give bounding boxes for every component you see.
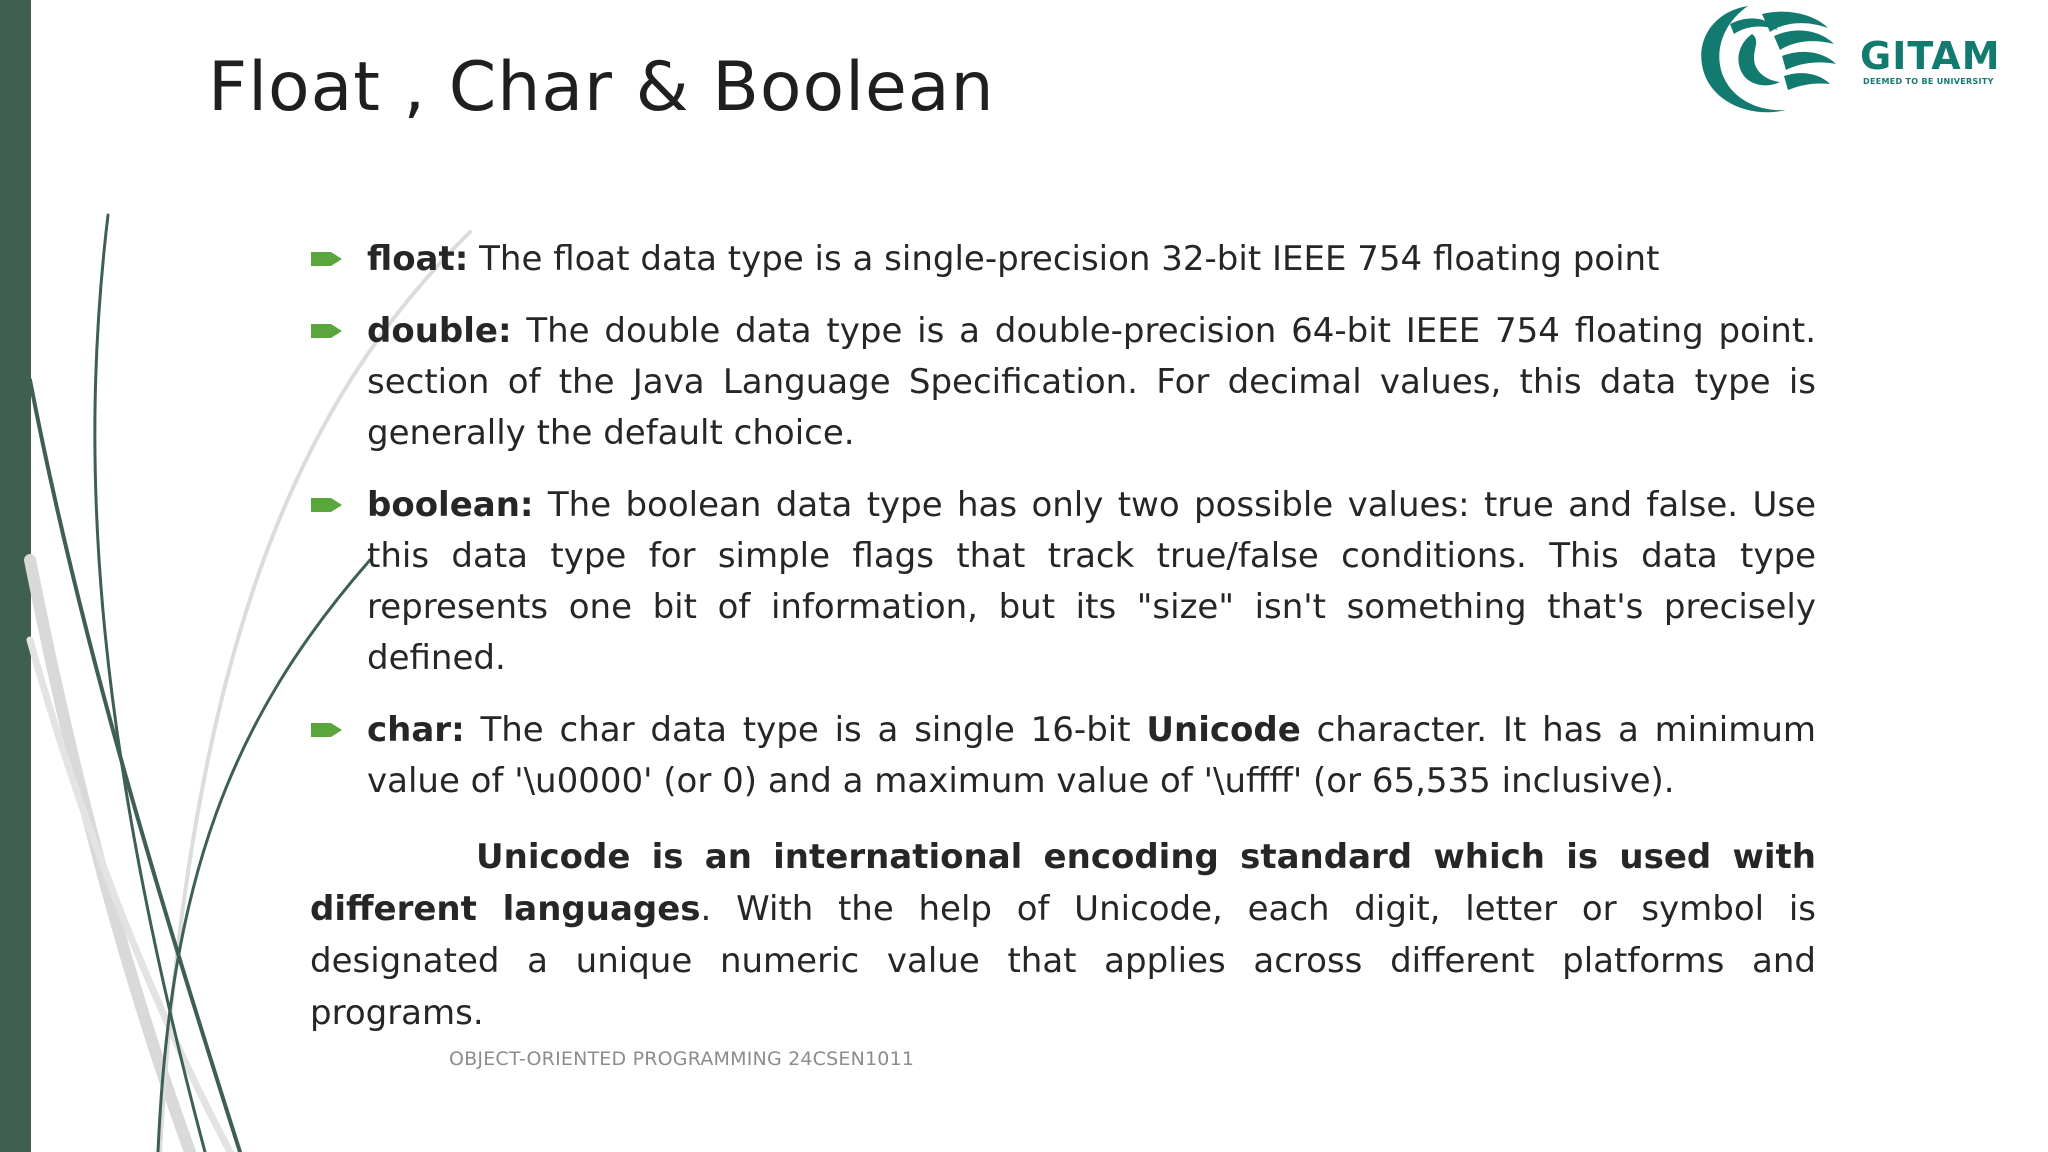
gitam-emblem-icon — [1690, 0, 1840, 122]
logo-tagline: DEEMED TO BE UNIVERSITY — [1863, 77, 1994, 86]
unicode-note — [310, 831, 1816, 1039]
green-arrow-bullet-icon — [311, 497, 343, 513]
bullet-double — [310, 306, 1816, 459]
bullet-term: boolean: — [367, 485, 534, 525]
green-arrow-bullet-icon — [311, 251, 343, 267]
unicode-note-bold: Unicode is an international encoding standard which is used with different languages — [310, 837, 1816, 929]
bullet-text: The double data type is a double-precision 64-bit IEEE 754 floating point. section of the Java Language Specification. For decimal values, this data type is generally the default choice. — [367, 311, 1816, 453]
logo-wordmark: GITAM — [1860, 34, 2001, 78]
unicode-note-text: . With the help of Unicode, each digit, letter or symbol is designated a unique numeric value that applies across different platforms and programs. — [310, 889, 1816, 1033]
bullet-char — [310, 705, 1816, 807]
bullet-term: double: — [367, 311, 512, 351]
slide-title: Float , Char & Boolean — [208, 48, 995, 127]
bullet-float — [310, 234, 1816, 285]
bullet-text: The char data type is a single 16-bit — [464, 710, 1147, 750]
unicode-emphasis: Unicode — [1146, 710, 1301, 750]
slide-body — [310, 234, 1816, 1073]
bullet-text: The float data type is a single-precision 32-bit IEEE 754 floating point — [468, 239, 1660, 279]
green-arrow-bullet-icon — [311, 323, 343, 339]
bullet-term: float: — [367, 239, 469, 279]
gitam-logo — [1690, 0, 2040, 122]
bullet-boolean — [310, 480, 1816, 684]
slide-footer: OBJECT-ORIENTED PROGRAMMING 24CSEN1011 — [449, 1048, 915, 1070]
green-arrow-bullet-icon — [311, 722, 343, 738]
bullet-text: character. It has a minimum value of '\u0000' (or 0) and a maximum value of '\uffff' (or 65,535 inclusive). — [367, 710, 1816, 801]
curve-dark-2 — [95, 215, 205, 1152]
bullet-term: char: — [367, 710, 465, 750]
bullet-text: The boolean data type has only two possible values: true and false. Use this data type for simple flags that track true/false conditions. This data type represents one bit of information, but its "size" isn't something that's precisely defined. — [367, 485, 1816, 678]
